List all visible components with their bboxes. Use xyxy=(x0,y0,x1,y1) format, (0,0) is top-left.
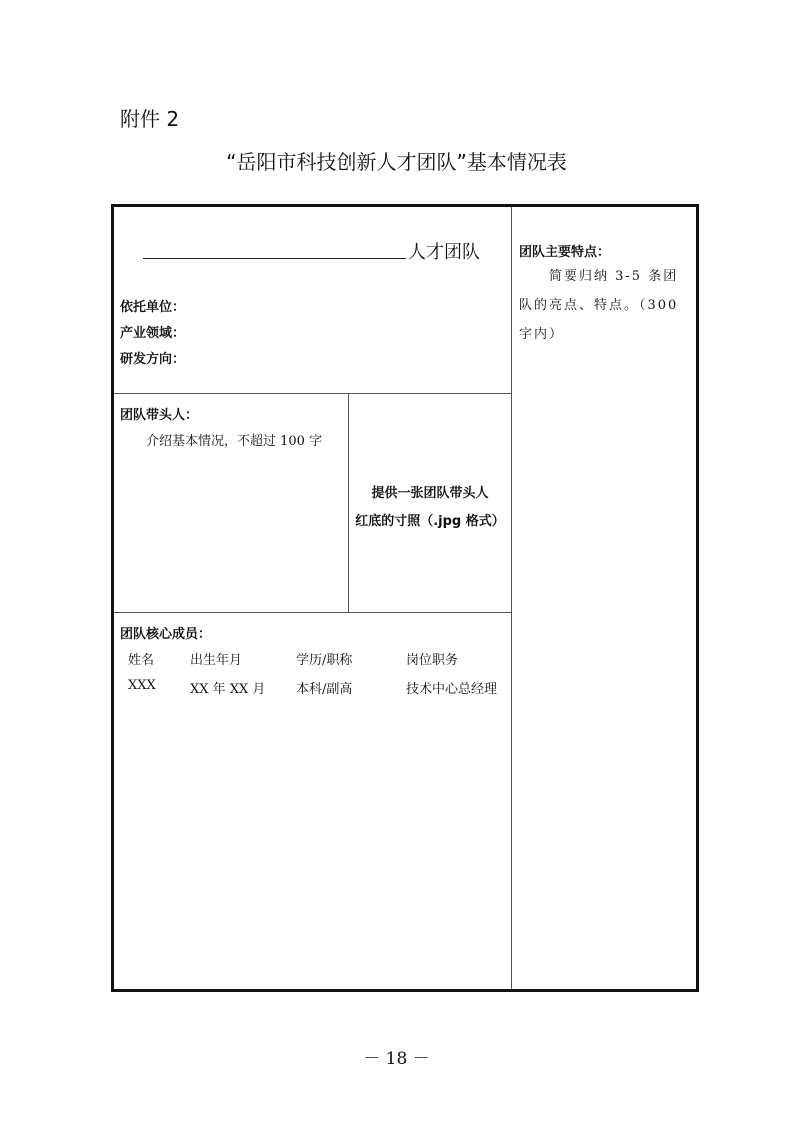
header-position: 岗位职务 xyxy=(406,653,459,668)
photo-instruction-line1: 提供一张团队带头人 xyxy=(371,486,489,501)
table-row xyxy=(118,678,508,698)
photo-instruction-line2: 红底的寸照（.jpg 格式） xyxy=(355,514,505,529)
features-label: 团队主要特点： xyxy=(519,245,611,260)
member-birth: XX 年 XX 月 xyxy=(190,682,266,697)
member-position: 技术中心总经理 xyxy=(406,682,498,697)
photo-divider xyxy=(348,394,349,612)
header-name: 姓名 xyxy=(128,653,155,668)
header-birth: 出生年月 xyxy=(190,653,243,668)
photo-placeholder xyxy=(350,480,510,536)
field-rd-direction: 研发方向： xyxy=(120,352,186,367)
members-label: 团队核心成员： xyxy=(120,627,212,642)
leader-label: 团队带头人： xyxy=(120,408,199,423)
attachment-label: 附件 2 xyxy=(120,107,180,131)
page-number: － 18 － xyxy=(363,1049,430,1069)
team-name-suffix: 人才团队 xyxy=(408,242,480,263)
team-name-underline[interactable] xyxy=(143,258,406,259)
row-divider-team xyxy=(114,393,511,394)
row-divider-leader xyxy=(114,612,511,613)
header-education: 学历/职称 xyxy=(296,653,353,668)
document-title: “岳阳市科技创新人才团队”基本情况表 xyxy=(226,150,567,174)
features-description: 简要归纳 3-5 条团队的亮点、特点。（300 字内） xyxy=(519,269,679,342)
leader-description: 介绍基本情况，不超过 100 字 xyxy=(146,434,323,449)
members-header-row xyxy=(118,649,508,669)
field-host-unit: 依托单位： xyxy=(120,300,186,315)
column-divider xyxy=(511,207,512,989)
member-name: XXX xyxy=(128,678,156,693)
member-education: 本科/副高 xyxy=(296,682,353,697)
field-industry: 产业领域： xyxy=(120,326,186,341)
